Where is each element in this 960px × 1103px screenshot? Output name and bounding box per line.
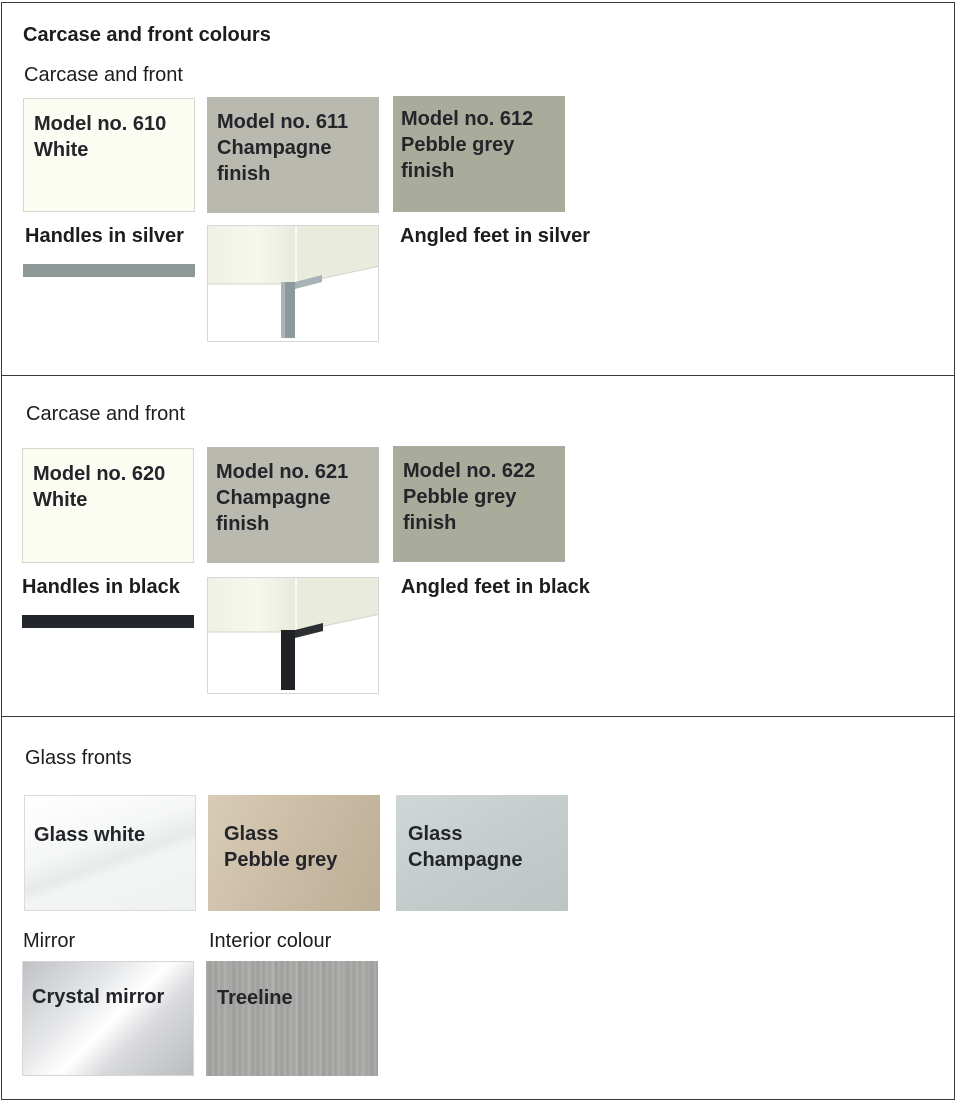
feet-label: Angled feet in black: [401, 576, 590, 598]
interior-colour-heading: Interior colour: [209, 930, 332, 952]
section-divider-2: [1, 716, 955, 717]
swatch-label: Model no. 621 Champagne finish: [216, 461, 349, 535]
angled-foot-black-image: [207, 577, 379, 694]
section-subtitle: Carcase and front: [24, 64, 183, 86]
swatch-model-621: [207, 447, 379, 563]
swatch-treeline: [206, 961, 378, 1076]
swatch-model-611: [207, 97, 379, 213]
swatch-glass-white: [24, 795, 196, 911]
swatch-label: Model no. 612 Pebble grey finish: [401, 108, 534, 182]
angled-foot-silver-image: [207, 225, 379, 342]
section-divider-1: [1, 375, 955, 376]
swatch-label: Crystal mirror: [32, 986, 165, 1008]
swatch-label: Glass Pebble grey: [224, 823, 338, 871]
swatch-model-622: [393, 446, 565, 562]
swatch-label: Model no. 622 Pebble grey finish: [403, 460, 536, 534]
swatch-model-610: [23, 98, 195, 212]
swatch-glass-champagne: [396, 795, 568, 911]
swatch-label: Model no. 610 White: [34, 113, 167, 161]
feet-label: Angled feet in silver: [400, 225, 591, 247]
swatch-label: Glass white: [34, 824, 146, 846]
mirror-heading: Mirror: [23, 930, 76, 952]
swatch-crystal-mirror: [22, 961, 194, 1076]
swatch-label: Treeline: [217, 987, 293, 1009]
handles-label: Handles in silver: [25, 225, 184, 247]
handles-label: Handles in black: [22, 576, 180, 598]
section-subtitle: Glass fronts: [25, 747, 132, 769]
swatch-label: Model no. 620 White: [33, 463, 166, 511]
swatch-model-620: [22, 448, 194, 563]
swatch-model-612: [393, 96, 565, 212]
swatch-label: Model no. 611 Champagne finish: [217, 111, 349, 185]
swatch-label: Glass Champagne: [408, 823, 523, 871]
handle-bar-silver: [23, 264, 195, 277]
swatch-glass-pebble-grey: [208, 795, 380, 911]
section-subtitle: Carcase and front: [26, 403, 185, 425]
handle-bar-black: [22, 615, 194, 628]
section-title: Carcase and front colours: [23, 24, 271, 46]
